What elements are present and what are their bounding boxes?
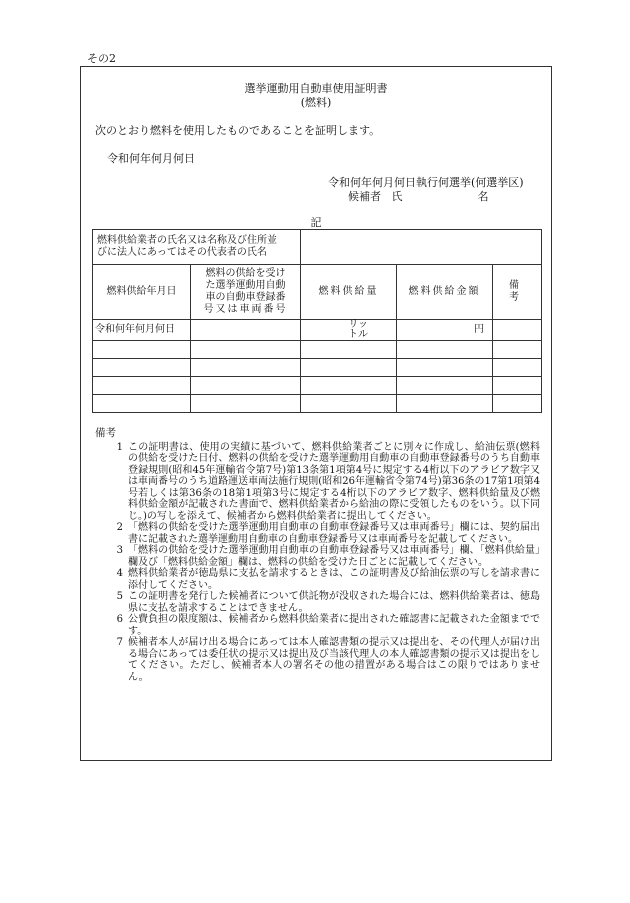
note-text: 候補者本人が届け出る場合にあっては本人確認書類の提示又は提出を、その代理人が届け出る場合にあっては委任状の提示又は提出及び当該代理人の本人確認書類の提示又は提出をしてください。ただし、候補者本人の署名その他の措置がある場合はこの限りではありません。 — [128, 637, 540, 683]
header-row — [93, 265, 542, 320]
vendor-label-cell — [93, 230, 301, 265]
note-text: 公費負担の限度額は、候補者から燃料供給業者に提出された確認書に記載された金額までです。 — [128, 614, 540, 637]
ki-heading: 記 — [310, 216, 322, 229]
row-quantity[interactable] — [301, 320, 397, 341]
header-registration-line1: 燃料の供給を受け — [205, 268, 286, 279]
note-number: 6 — [116, 614, 123, 625]
note-item — [95, 545, 540, 568]
header-date: 燃料供給年月日 — [93, 265, 191, 320]
header-registration — [191, 265, 301, 320]
intro-text: 次のとおり燃料を使用したものであることを証明します。 — [95, 124, 381, 137]
note-number: 2 — [116, 522, 123, 533]
note-text: 「燃料の供給を受けた選挙運動用自動車の自動車登録番号又は車両番号」欄には、契約届出書に記載された選挙運動用自動車の自動車登録番号又は車両番号を記載してください。 — [128, 522, 540, 545]
note-item — [95, 637, 540, 683]
vendor-label-line2: びに法人にあってはその代表者の氏名 — [97, 247, 267, 258]
row-remarks[interactable] — [493, 320, 542, 341]
candidate-line — [348, 188, 489, 204]
note-item — [95, 591, 540, 614]
table-row — [93, 341, 542, 359]
issue-date: 令和何年何月何日 — [107, 152, 195, 165]
note-number: 1 — [116, 441, 123, 453]
note-item — [95, 614, 540, 637]
notes-title: 備考 — [95, 427, 116, 439]
fuel-table — [92, 229, 542, 413]
note-text: 燃料供給業者が徳島県に支払を請求するときは、この証明書及び給油伝票の写しを請求書に添付してください。 — [128, 568, 540, 591]
vendor-row — [93, 230, 542, 265]
unit-yen: 円 — [474, 324, 484, 335]
unit-liter-line1: リッ — [348, 319, 368, 330]
vendor-label-line1: 燃料供給業者の氏名又は名称及び住所並 — [97, 235, 277, 246]
candidate-label: 候補者 — [348, 190, 381, 203]
table-row — [93, 320, 542, 341]
header-quantity: 燃料供給量 — [301, 265, 397, 320]
header-registration-line3: 車の自動車登録番 — [205, 292, 286, 303]
header-registration-line4: 号又は車両番号 — [203, 304, 288, 315]
document-subtitle: (燃料) — [300, 96, 332, 109]
name-label-1: 氏 — [391, 190, 403, 203]
row-registration[interactable] — [191, 320, 301, 341]
header-remarks: 備考 — [493, 265, 542, 320]
note-number: 3 — [116, 545, 123, 556]
vendor-input-cell[interactable] — [301, 230, 542, 265]
certificate-frame — [80, 66, 552, 761]
page-label: その2 — [87, 52, 116, 65]
note-text: 「燃料の供給を受けた選挙運動用自動車の自動車登録番号又は車両番号」欄、「燃料供給量」欄及び「燃料供給金額」欄は、燃料の供給を受けた日ごとに記載してください。 — [128, 545, 540, 568]
header-registration-line2: た選挙運動用自動 — [205, 280, 286, 291]
election-line: 令和何年何月何日執行何選挙(何選挙区) — [328, 176, 524, 189]
note-item — [95, 522, 540, 545]
unit-liter-line2: トル — [348, 329, 368, 340]
note-text: この証明書は、使用の実績に基づいて、燃料供給業者ごとに別々に作成し、給油伝票(燃料の供給を受けた日付、燃料の供給を受けた選挙運動用自動車の自動車登録番号のうち自動車登録規則(昭和45年運輸省令第7号)第13条第1項第4号に規定する4桁以下のアラビア数字又は車両番号のうち道路運送車両法施行規則(昭和26年運輸省令第74号)第36条の17第1項第4号若しくは第36条の18第1項第3号に規定する4桁以下のアラビア数字、燃料供給量及び燃料供給金額が記載された書面で、燃料供給業者から給油の際に受領したものをいう。以下同じ。)の写しを添えて、候補者から燃料供給業者に提出してください。 — [128, 441, 540, 522]
document-title: 選挙運動用自動車使用証明書 — [244, 82, 388, 95]
note-item — [95, 442, 540, 523]
header-amount: 燃料供給金額 — [397, 265, 493, 320]
note-text: この証明書を発行した候補者について供託物が没収された場合には、燃料供給業者は、徳島県に支払を請求することはできません。 — [128, 591, 540, 614]
row-amount[interactable] — [397, 320, 493, 341]
row-date[interactable]: 令和何年何月何日 — [93, 320, 191, 341]
notes-section — [95, 428, 540, 683]
note-item — [95, 568, 540, 591]
note-number: 5 — [116, 591, 123, 602]
note-number: 4 — [116, 568, 123, 579]
name-label-2: 名 — [477, 190, 489, 203]
note-number: 7 — [116, 637, 123, 648]
table-row — [93, 395, 542, 413]
table-row — [93, 359, 542, 377]
table-row — [93, 377, 542, 395]
